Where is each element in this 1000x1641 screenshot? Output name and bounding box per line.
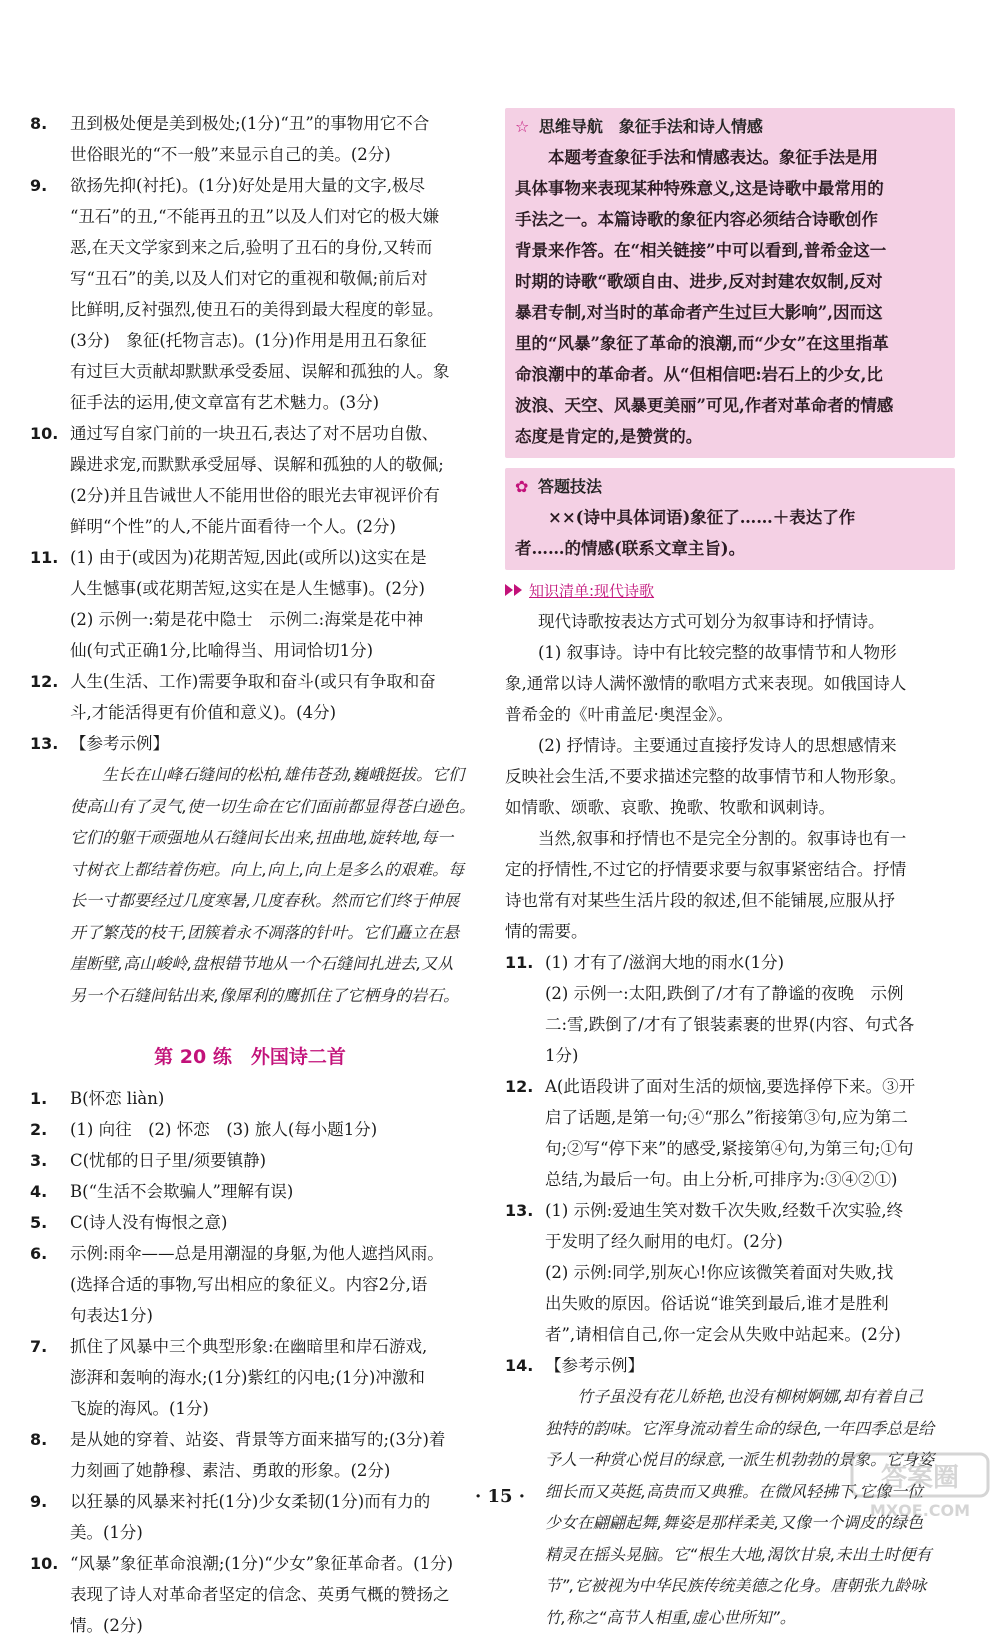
answer-item (30, 1238, 470, 1331)
answer-item (30, 1548, 470, 1641)
text-line: 予人一种赏心悦目的绿意,一派生机勃勃的景象。它身姿 (545, 1450, 935, 1469)
text-line: 另一个石缝间钻出来,像犀利的鹰抓住了它栖身的岩石。 (70, 985, 460, 1005)
answer-line: 句;②写“停下来”的感受,紧接第④句,为第三句;①句 (545, 1139, 914, 1158)
text-line: 竹,称之“高节人相重,虚心世所知”。 (545, 1607, 796, 1627)
answer-number: 8. (30, 114, 48, 133)
answer-line: 比鲜明,反衬强烈,使丑石的美得到最大程度的彰显。 (70, 300, 444, 319)
answer-technique-body (515, 502, 945, 564)
answer-line: (3分) 象征(托物言志)。(1分)作用是用丑石象征 (70, 331, 427, 350)
answer-list-part2 (30, 1083, 470, 1641)
answer-line: 鲜明“个性”的人,不能片面看待一个人。(2分) (70, 517, 396, 536)
answer-item (505, 1071, 955, 1195)
answer-line: “风暴”象征革命浪潮;(1分)“少女”象征革命者。(1分) (70, 1554, 454, 1573)
answer-line: 以狂暴的风暴来衬托(1分)少女柔韧(1分)而有力的 (70, 1492, 431, 1511)
page-number: · 15 · (474, 1486, 526, 1507)
text-line: 如情歌、颂歌、哀歌、挽歌、牧歌和讽刺诗。 (505, 798, 835, 817)
answer-list-right (505, 947, 955, 1381)
answer-number: 1. (30, 1089, 48, 1108)
text-line: 里的“风暴”象征了革命的浪潮,而“少女”在这里指革 (515, 334, 889, 353)
answer-line: 有过巨大贡献却默默承受委屈、误解和孤独的人。象 (70, 362, 450, 381)
star-icon: ☆ (515, 117, 530, 136)
text-line: 暴君专制,对当时的革命者产生过巨大影响”,因而这 (515, 303, 883, 322)
answer-number: 13. (30, 734, 59, 753)
answer-technique-title: 答题技法 (537, 477, 602, 496)
answer-line: 示例:雨伞——总是用潮湿的身躯,为他人遮挡风雨。 (70, 1244, 444, 1263)
answer-line: 总结,为最后一句。由上分析,可排序为:③④②①) (545, 1170, 898, 1189)
answer-item (30, 728, 470, 759)
thinking-navigation-title: 思维导航 象征手法和诗人情感 (538, 117, 763, 136)
answer-line: (1) 由于(或因为)花期苦短,因此(或所以)这实在是 (70, 548, 427, 567)
answer-number: 11. (30, 548, 59, 567)
text-line: 竹子虽没有花儿娇艳,也没有柳树婀娜,却有着自己 (545, 1387, 924, 1406)
answer-technique-box (505, 468, 955, 570)
text-line: (1) 叙事诗。诗中有比较完整的故事情节和人物形 (505, 643, 897, 662)
text-line: 现代诗歌按表达方式可划分为叙事诗和抒情诗。 (505, 612, 885, 631)
left-column (30, 108, 476, 1641)
answer-item (505, 947, 955, 1071)
answer-line: 恶,在天文学家到来之后,验明了丑石的身份,又转而 (70, 238, 433, 257)
answer-line: (1) 向往 (2) 怀恋 (3) 旅人(每小题1分) (70, 1120, 378, 1139)
text-line: 命浪潮中的革命者。从“但相信吧:岩石上的少女,比 (515, 365, 883, 384)
text-line: 节”,它被视为中华民族传统美德之化身。唐朝张九龄咏 (545, 1576, 927, 1595)
text-line: 长一寸都要经过几度寒暑,几度春秋。然而它们终于伸展 (70, 891, 460, 910)
answer-line: 是从她的穿着、站姿、背景等方面来描写的;(3分)着 (70, 1430, 446, 1449)
text-line: 寸树衣上都结着伤疤。向上,向上,向上是多么的艰难。每 (70, 859, 465, 879)
answer-item (30, 1424, 470, 1486)
answer-number: 4. (30, 1182, 48, 1201)
double-arrow-icon (505, 576, 525, 606)
answer-line: 人生憾事(或花期苦短,这实在是人生憾事)。(2分) (70, 579, 425, 598)
answer-item (30, 1331, 470, 1424)
text-line: 波浪、天空、风暴更美丽”可见,作者对革命者的情感 (515, 396, 894, 415)
text-line: 当然,叙事和抒情也不是完全分割的。叙事诗也有一 (505, 829, 907, 848)
text-line: 诗也常有对某些生活片段的叙述,但不能铺展,应服从抒 (505, 891, 895, 910)
answer-line: 飞旋的海风。(1分) (70, 1399, 209, 1418)
answer-item (30, 1145, 470, 1176)
answer-item (30, 1176, 470, 1207)
answer-line: 世俗眼光的“不一般”来显示自己的美。(2分) (70, 145, 391, 164)
answer-line: (2分)并且告诫世人不能用世俗的眼光去审视评价有 (70, 486, 440, 505)
text-line: 精灵在摇头晃脑。它“根生大地,渴饮甘泉,未出土时便有 (545, 1544, 932, 1564)
answer-number: 14. (505, 1356, 534, 1375)
answer-line: 1分) (545, 1046, 579, 1065)
answer-line: “丑石”的丑,“不能再丑的丑”以及人们对它的极大嫌 (70, 207, 439, 226)
text-line: 情的需要。 (505, 922, 588, 941)
text-line: 时期的诗歌“歌颂自由、进步,反对封建农奴制,反对 (515, 272, 883, 291)
answer-number: 12. (30, 672, 59, 691)
text-line: 开了繁茂的枝干,团簇着永不凋落的针叶。它们矗立在悬 (70, 922, 460, 942)
text-line: ××(诗中具体词语)象征了……＋表达了作 (515, 508, 856, 527)
answer-line: 美。(1分) (70, 1523, 143, 1542)
answer-line: (2) 示例一:菊是花中隐士 示例二:海棠是花中神 (70, 610, 424, 629)
answer-line: 于发明了经久耐用的电灯。(2分) (545, 1232, 783, 1251)
thinking-navigation-body (515, 142, 945, 452)
answer-number: 13. (505, 1201, 534, 1220)
text-line: 崖断壁,高山峻岭,盘根错节地从一个石缝间扎进去,又从 (70, 954, 454, 973)
answer-item (30, 170, 470, 418)
text-line: (2) 抒情诗。主要通过直接抒发诗人的思想感情来 (505, 736, 897, 755)
answer-number: 9. (30, 1492, 48, 1511)
answer-line: 启了话题,是第一句;④“那么”衔接第③句,应为第二 (545, 1108, 908, 1127)
answer-line: (1) 示例:爱迪生笑对数千次失败,经数千次实验,终 (545, 1201, 904, 1220)
answer-line: 表现了诗人对革命者坚定的信念、英勇气概的赞扬之 (70, 1585, 450, 1604)
knowledge-list-title: 知识清单:现代诗歌 (529, 582, 655, 600)
answer-line: 人生(生活、工作)需要争取和奋斗(或只有争取和奋 (70, 672, 436, 691)
flower-icon: ✿ (515, 477, 529, 496)
answer-item (505, 1195, 955, 1350)
answer-line: 仙(句式正确1分,比喻得当、用词恰切1分) (70, 641, 374, 660)
text-line: 定的抒情性,不过它的抒情要求要与叙事紧密结合。抒情 (505, 860, 907, 879)
answer-line: 抓住了风暴中三个典型形象:在幽暗里和岸石游戏, (70, 1337, 428, 1356)
text-line: 背景来作答。在“相关链接”中可以看到,普希金这一 (515, 241, 887, 260)
text-line: 独特的韵味。它浑身流动着生命的绿色,一年四季总是给 (545, 1418, 935, 1438)
answer-line: 者”,请相信自己,你一定会从失败中站起来。(2分) (545, 1325, 901, 1344)
answer-line: 【参考示例】 (545, 1356, 644, 1375)
right-column (505, 108, 955, 1633)
answer-item (505, 1350, 955, 1381)
answer-line: 情。(2分) (70, 1616, 143, 1635)
knowledge-list-body (505, 606, 955, 947)
answer-line: 躁进求宠,而默默承受屈辱、误解和孤独的人的敬佩; (70, 455, 444, 474)
answer-line: 欲扬先抑(衬托)。(1分)好处是用大量的文字,极尽 (70, 176, 425, 195)
answer-line: (2) 示例:同学,别灰心!你应该微笑着面对失败,找 (545, 1263, 894, 1282)
answer-line: 出失败的原因。俗话说“谁笑到最后,谁才是胜利 (545, 1294, 889, 1313)
answer-line: 澎湃和轰响的海水;(1分)紫红的闪电;(1分)冲激和 (70, 1368, 425, 1387)
answer-number: 7. (30, 1337, 48, 1356)
text-line: 它们的躯干顽强地从石缝间长出来,扭曲地,旋转地,每一 (70, 828, 454, 847)
answer-line: C(诗人没有悔恨之意) (70, 1213, 228, 1232)
text-line: 少女在翩翩起舞,舞姿是那样柔美,又像一个调皮的绿色 (545, 1513, 924, 1532)
answer-item (30, 666, 470, 728)
answer-line: B(“生活不会欺骗人”理解有误) (70, 1182, 294, 1201)
answer-number: 9. (30, 176, 48, 195)
answer-item (30, 1114, 470, 1145)
text-line: 态度是肯定的,是赞赏的。 (515, 427, 703, 446)
answer-number: 5. (30, 1213, 48, 1232)
answer-line: A(此语段讲了面对生活的烦恼,要选择停下来。③开 (545, 1077, 916, 1096)
answer-line: 【参考示例】 (70, 734, 169, 753)
text-line: 反映社会生活,不要求描述完整的故事情节和人物形象。 (505, 767, 907, 786)
knowledge-list-heading (505, 576, 955, 606)
svg-text:答案圈: 答案圈 (880, 1463, 960, 1493)
answer-number: 6. (30, 1244, 48, 1263)
text-line: 细长而又英挺,高贵而又典雅。在微风轻拂下,它像一位 (545, 1481, 924, 1501)
text-line: 使高山有了灵气,使一切生命在它们面前都显得苍白逊色。 (70, 796, 476, 816)
svg-text:MXQE.COM: MXQE.COM (869, 1501, 971, 1520)
text-line: 者……的情感(联系文章主旨)。 (515, 539, 746, 558)
answer-item (30, 1207, 470, 1238)
answer-line: 丑到极处便是美到极处;(1分)“丑”的事物用它不合 (70, 114, 430, 133)
answer-line: 通过写自家门前的一块丑石,表达了对不居功自傲、 (70, 424, 439, 443)
text-line: 象,通常以诗人满怀激情的歌唱方式来表现。如俄国诗人 (505, 674, 907, 693)
text-line: 具体事物来表现某种特殊意义,这是诗歌中最常用的 (515, 179, 884, 198)
answer-number: 3. (30, 1151, 48, 1170)
thinking-navigation-box (505, 108, 955, 458)
answer-line: 写“丑石”的美,以及人们对它的重视和敬佩;前后对 (70, 269, 428, 288)
answer-number: 10. (30, 424, 59, 443)
answer-line: 句表达1分) (70, 1306, 153, 1325)
answer-line: 二:雪,跌倒了/才有了银装素裹的世界(内容、句式各 (545, 1015, 915, 1034)
answer-number: 10. (30, 1554, 59, 1573)
text-line: 本题考查象征手法和情感表达。象征手法是用 (515, 148, 878, 167)
essay-13-text (30, 759, 476, 1011)
watermark-logo (850, 1452, 990, 1522)
text-line: 生长在山峰石缝间的松柏,雄伟苍劲,巍峨挺拔。它们 (70, 765, 465, 784)
answer-list-part1 (30, 108, 470, 759)
text-line: 普希金的《叶甫盖尼·奥涅金》。 (505, 705, 733, 724)
answer-line: C(忧郁的日子里/须要镇静) (70, 1151, 267, 1170)
answer-number: 12. (505, 1077, 534, 1096)
answer-line: 征手法的运用,使文章富有艺术魅力。(3分) (70, 393, 380, 412)
answer-item (30, 1083, 470, 1114)
answer-number: 8. (30, 1430, 48, 1449)
text-line: 手法之一。本篇诗歌的象征内容必须结合诗歌创作 (515, 210, 878, 229)
answer-number: 2. (30, 1120, 48, 1139)
answer-item (30, 108, 470, 170)
answer-line: (2) 示例一:太阳,跌倒了/才有了静谧的夜晚 示例 (545, 984, 904, 1003)
answer-line: B(怀恋 liàn) (70, 1089, 165, 1108)
answer-line: (1) 才有了/滋润大地的雨水(1分) (545, 953, 785, 972)
answer-line: 斗,才能活得更有价值和意义)。(4分) (70, 703, 337, 722)
section-title: 第 20 练 外国诗二首 (154, 1046, 346, 1068)
answer-line: (选择合适的事物,写出相应的象征义。内容2分,语 (70, 1275, 428, 1294)
answer-item (30, 418, 470, 542)
answer-line: 力刻画了她静穆、素洁、勇敢的形象。(2分) (70, 1461, 391, 1480)
answer-item (30, 542, 470, 666)
answer-number: 11. (505, 953, 534, 972)
